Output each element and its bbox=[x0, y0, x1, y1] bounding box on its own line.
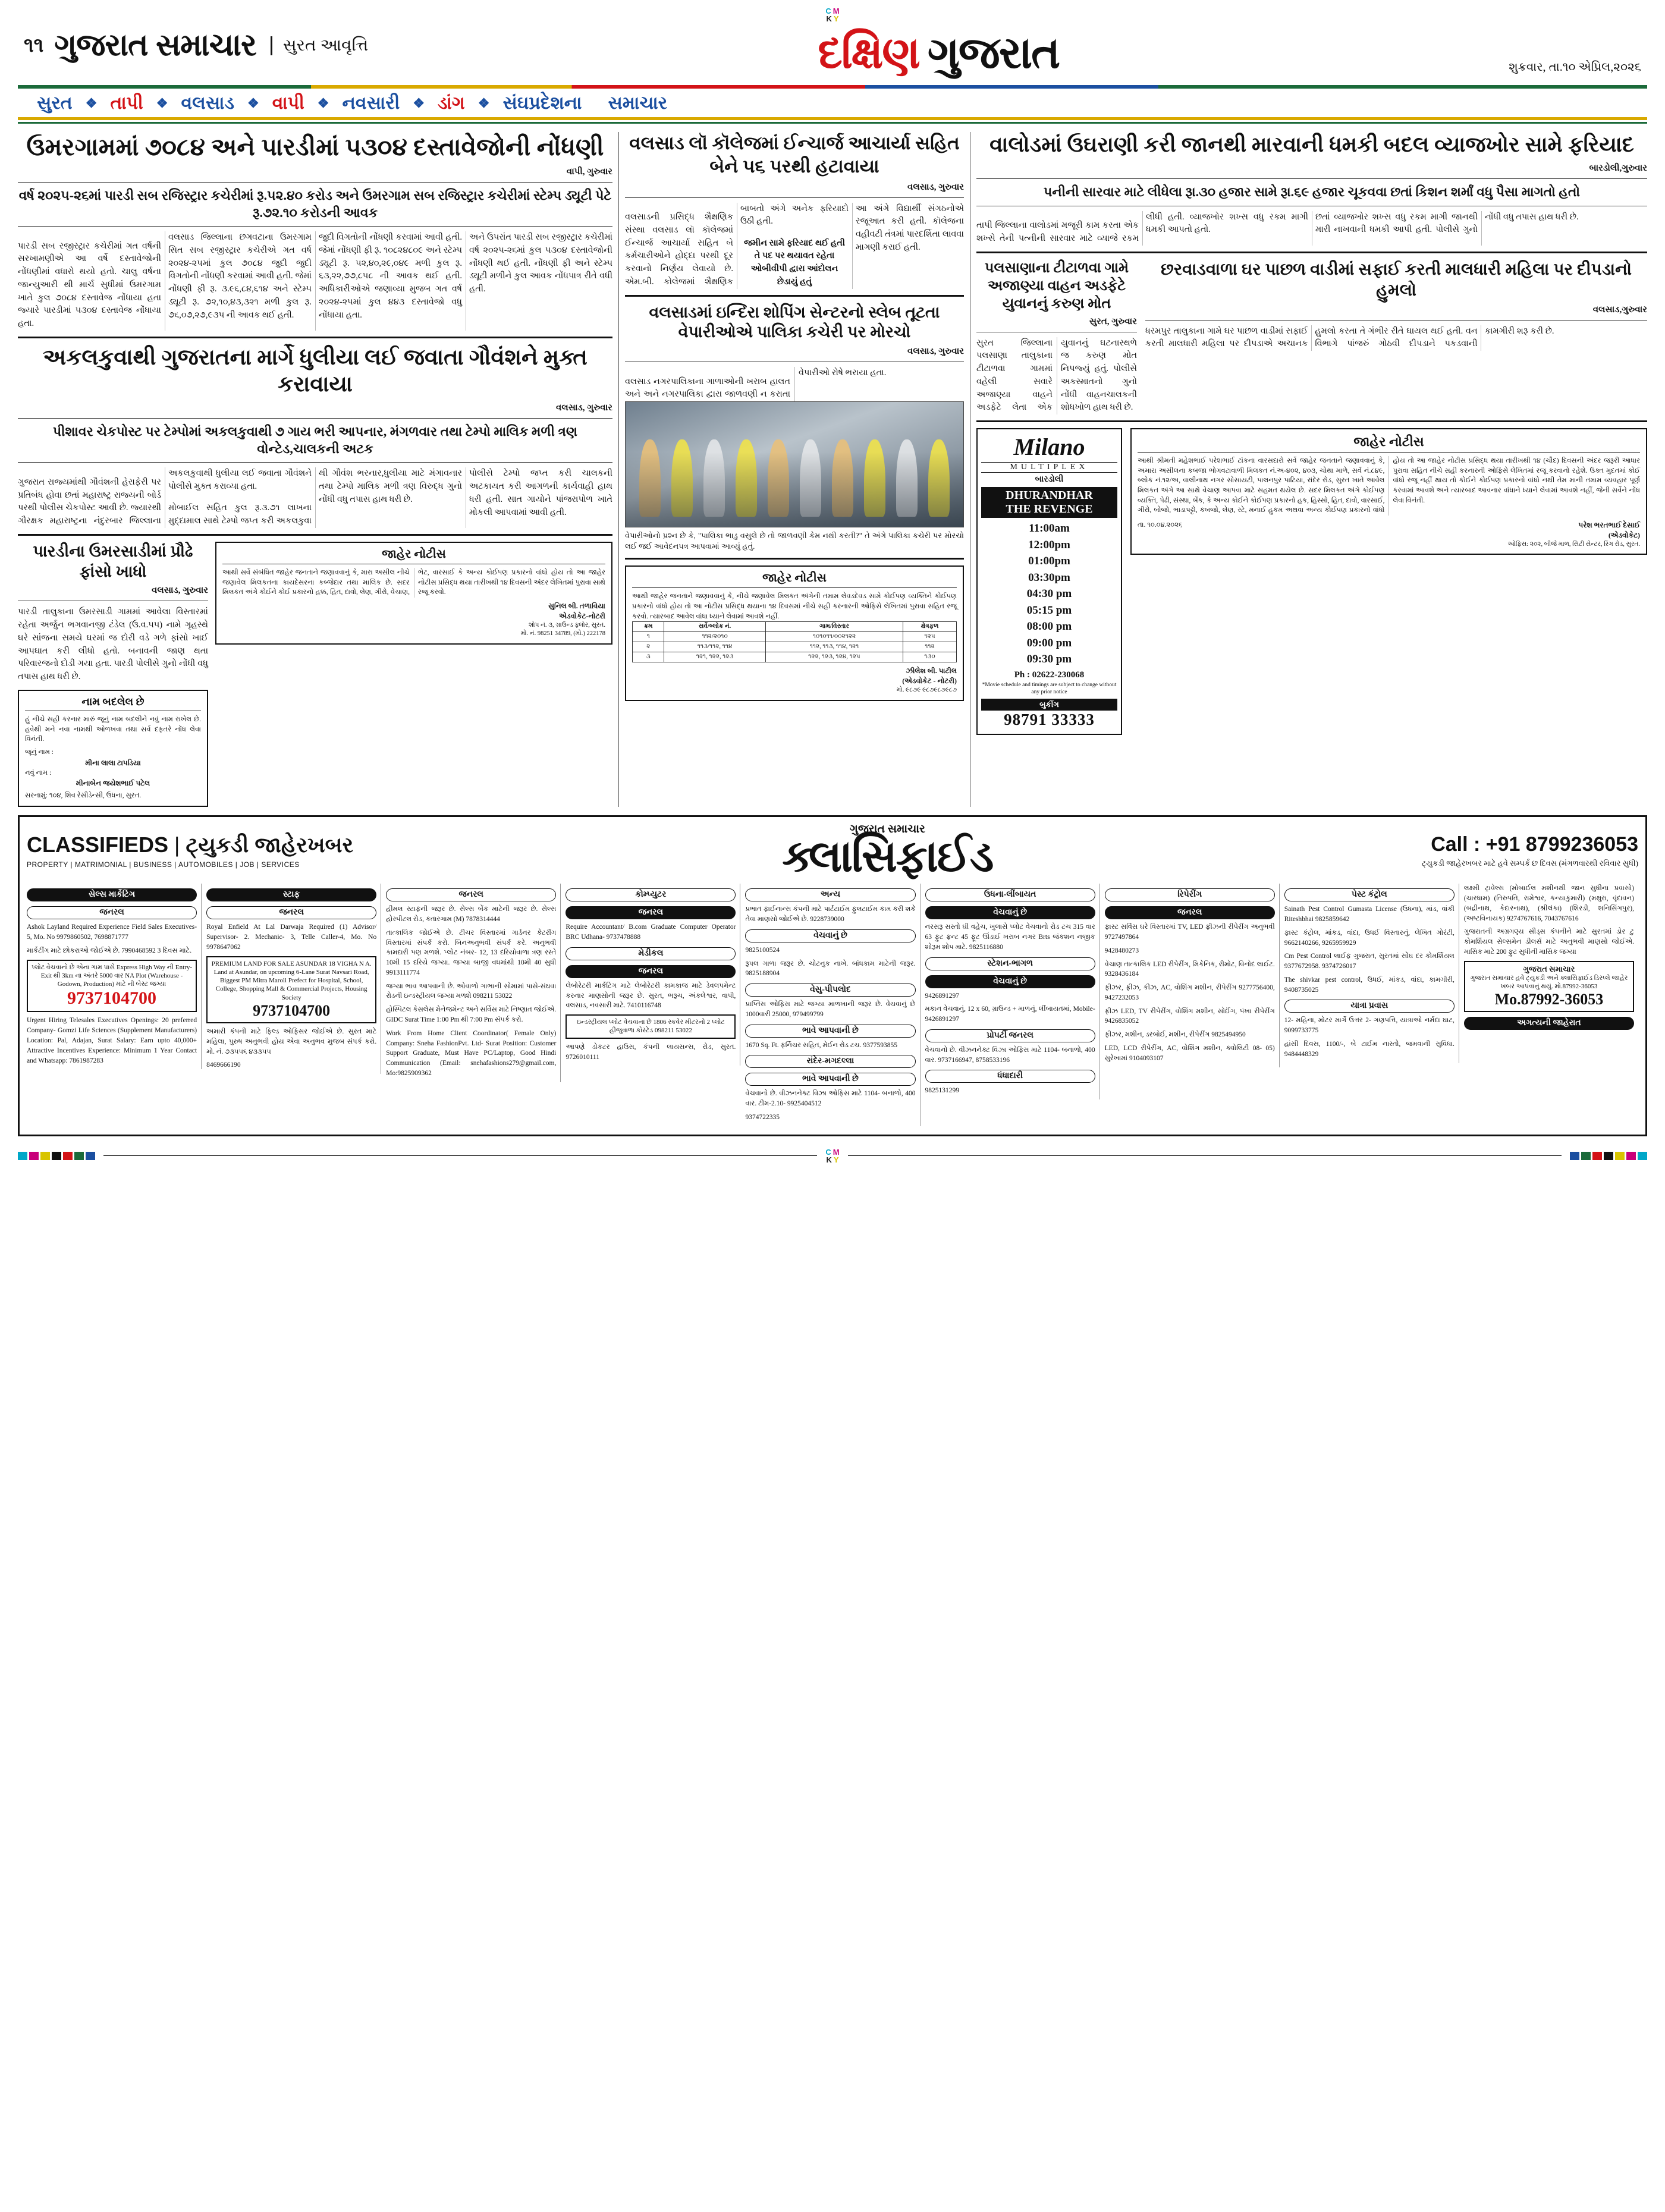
classifieds-section bbox=[18, 815, 1647, 1136]
notice-1-th-1: સર્વે/બ્લોક નં. bbox=[664, 622, 765, 632]
main-content bbox=[0, 124, 1665, 807]
date-line: શુક્રવાર, તા.૧૦ એપ્રિલ,૨૦૨૬ bbox=[1509, 61, 1641, 74]
notice-2-sign-role: એડવોકેટ-નોટરી bbox=[559, 611, 605, 620]
milano-booking-label: બુકીંગ bbox=[981, 699, 1117, 711]
divider bbox=[18, 418, 612, 419]
notice-1-table bbox=[632, 621, 957, 662]
classified-display-ad[interactable] bbox=[206, 956, 376, 1023]
classified-category: જનરલ bbox=[566, 906, 736, 919]
classifieds-word-gu: ટ્યુકડી જાહેરખબર bbox=[186, 832, 354, 857]
lead-body bbox=[18, 231, 612, 331]
story2-subhead: પીશાવર ચેકપોસ્ટ પર ટેમ્પોમાં અકલકુવાથી ૭ ગાય ભરી આપનાર, મંગળવાર તથા ટેમ્પો માલિક મળી ત્રણ વોન્ટેડ,ચાલકની અટક bbox=[52, 424, 578, 456]
cell: ૧૧૨, ૧૧૩, ૧૧૪, ૧૨૧ bbox=[765, 642, 903, 652]
list-item[interactable]: Cm Pest Control લાઈફ ગુજરાત, સુરતમાં સોંઘ દર કોમર્શિયલ 9377672958. 9374726017 bbox=[1284, 953, 1454, 970]
list-item[interactable]: 9825131299 bbox=[925, 1087, 960, 1095]
photo-caption: વેપારીઓનો પ્રશ્ન છે કે, "પાલિકા ભાડુ વસુલે છે તો જાળવણી કેમ નથી કરતી?" તે અંગે પાલિકા કચેરી પર મોરચો લઈ જઈ આવેદનપત્ર આપવામાં આવ્યું હતું. bbox=[625, 531, 964, 551]
classified-category: અન્ય bbox=[745, 888, 915, 901]
classifieds-grid bbox=[27, 884, 1638, 1126]
story3-byline: વલસાડ, ગુરુવાર bbox=[152, 586, 208, 596]
col2-story2-body-1: વલસાડ નગરપાલિકાના ગાળાઓની ખરાબ હાલત અને અને નગરપાલિકા દ્વારા જાળવણી ન કરાતા વેપારીઓ રોષે ભરાયા હતા. bbox=[625, 368, 887, 400]
nav-item-navsari[interactable]: નવસારી bbox=[342, 93, 400, 113]
name-change-address: સરનામું: ૧૦૪, શિવ રેસીડેન્સી, ઉધના, સુરત. bbox=[25, 792, 142, 800]
list-item[interactable]: ફાસ્ટ કંટ્રોલ, માંકડ, વાંદા, ઉધઈ વિસ્તારનું, લેખિત ગોરંટી, 9662140266, 9265959929 bbox=[1284, 929, 1454, 947]
col3-story1-headline: વાલોડમાં ઉઘરાણી કરી જાનથી મારવાની ધમકી બદલ વ્યાજખોર સામે ફરિયાદ bbox=[989, 133, 1634, 156]
list-item[interactable]: તાત્કાલિક જોઈએ છે. ટીચર વિસ્તારમાં ગાર્ડનર કેટરીંગ વિસ્તારમાં સંપર્ક કરો. બિનઅનુભવી સંપર્ક કરે. અનુભવી કામદારી પણ મળશે. પ્લોટ નંબર- 12, 13 દરિયોવાળા ત્રણ રસ્તે 10મી 15 દરિયે જગ્યા. જગ્યા બાજી વધમાંથી 10મી 40 સુધી 9913111774 bbox=[386, 929, 557, 976]
big-notice-title: જાહેર નોટીસ bbox=[1138, 434, 1640, 453]
footer-registration-bar bbox=[0, 1142, 1665, 1172]
list-item: પ્લોટ વેચવાનો છે એના ગામ પાસે Express High Way ની Entry-Exit થી 3km ના અંતરે 5000 વાર NA Plot (Warehouse - Godown, Production) માટે ની બેસ્ટ જગ્યા bbox=[32, 963, 192, 988]
classifieds-brand-big: ક્લાસિફાઈડ bbox=[782, 832, 993, 881]
name-change-new-name: મીનાબેન જયેશભાઈ પટેલ bbox=[76, 779, 150, 788]
classifieds-brand-small: ગુજરાત સમાચાર bbox=[850, 822, 925, 835]
divider bbox=[976, 178, 1647, 179]
list-item[interactable]: 12- મહિના, મોટર માર્ગે ઉત્તર 2- ગણપત્તિ, યાત્રાઓ નર્મદા ઘાટ, 9099733775 bbox=[1284, 1017, 1454, 1035]
milano-location: બારડોલી bbox=[1035, 475, 1064, 484]
classified-category: ભાવે આપવાની છે bbox=[745, 1073, 915, 1086]
news-photo bbox=[625, 401, 964, 527]
cell: ૧૨૧, ૧૨૨, ૧૨૩ bbox=[664, 652, 765, 662]
col2-story1-byline: વલસાડ, ગુરુવાર bbox=[907, 182, 964, 192]
list-item: ઇન્ડસ્ટ્રીયલ પ્લોટ વેચવાના છે 1806 સ્કવેર મીટરનો 2 પ્લોટ હીજુવાળા કોસ્ટેડ 098211 53022 bbox=[576, 1019, 725, 1035]
col3-story1-subhead: પનીની સારવાર માટે લીધેલા રૂા.૩૦ હજાર સામે રૂા.૬૯ હજાર ચૂકવવા છતાં કિશન શર્માં વધુ પૈસા માગતો હતો bbox=[1043, 184, 1580, 199]
classified-brand: ગુજરાત સમાચાર bbox=[1523, 964, 1575, 973]
list-item[interactable]: 9426891297 bbox=[925, 992, 960, 1000]
notice-2-sign-addr: શોપ નં. ૩, ગ્રાઉન્ડ ફ્લોર, સુરત. bbox=[528, 621, 605, 629]
col3-story3-byline: વલસાડ,ગુરુવાર bbox=[1592, 304, 1647, 315]
classified-category: જનરલ bbox=[1105, 906, 1275, 919]
classifieds-call-sub: ટ્યુકડી જાહેરખબર માટે હવે સમ્પર્ક છ દિવસ (મંગળવારથી રવિવાર સુધી) bbox=[1421, 858, 1638, 868]
classified-column bbox=[1105, 884, 1280, 1067]
column-left bbox=[18, 132, 612, 807]
big-notice-sign-role: (એડવોકેટ) bbox=[1608, 530, 1640, 539]
classified-category: વેસુ-પીપલોદ bbox=[745, 984, 915, 997]
list-item[interactable]: ગુજરાતની અગ્રગણ્ય સીડ્સ કંપનીને માટે સુરતમાં ડોર ટુ કોમર્શિયલ સેલ્સમેન ડીલર્સ માટે અનુભવી માણસો જોઈએ. માસિક માટે 200 ફુટ સુધીની માસિક જગ્યા bbox=[1463, 928, 1634, 956]
classifieds-contact bbox=[1422, 833, 1638, 868]
notice-box-1 bbox=[625, 565, 964, 700]
col3-story1-body bbox=[976, 211, 1647, 246]
col2-story1-body bbox=[625, 203, 964, 289]
list-item[interactable]: 9825100524 bbox=[745, 946, 780, 954]
col2-story1-body-1: વલસાડની પ્રસિદ્ધ શૈક્ષણિક સંસ્થા વલસાડ લૉ કૉલેજમાં ઈન્ચાર્જ આચાર્યા સહિત બે કર્મચારીઓને હોદ્દા પરથી દૂર કરવાનો નિર્ણય લેવાયો છે. એમ.બી. કોલેજમાં શૈક્ષણિક બાબતો અંગે અનેક ફરિયાદો ઉઠી હતી. bbox=[625, 203, 849, 287]
nav-separator: ❖ bbox=[247, 96, 259, 111]
section-title-red: દક્ષિણ bbox=[818, 28, 919, 77]
list-item[interactable]: અમારી કંપની માટે ફિલ્ડ ઓફિસર જોઈએ છે. સુરત માટે મહિલા, પુરુષ અનુભવી હોય એવા અનુભવ મુજબ સંપર્ક કરો. મો. નં. ૭૩૫૫૬ ૪૩૩૫૫ bbox=[206, 1028, 377, 1055]
classified-category: પ્રોપર્ટી જનરલ bbox=[925, 1029, 1095, 1042]
paper-name: ગુજરાત સમાચાર bbox=[54, 28, 256, 62]
classified-display-ad[interactable] bbox=[566, 1014, 736, 1039]
cell: ૧૨૫ bbox=[903, 632, 957, 642]
col2-story1-body-2: જમીન સામે ફરિયાદ થઈ હતી તે પદ પર થયાવત રહેતા ઓબીવીપી દ્વારા આંદોલન છેડાયું હતું bbox=[744, 238, 845, 287]
page-number: ૧૧ bbox=[24, 34, 44, 56]
list-item[interactable]: Require Accountant/ B.com Graduate Computer Operator BRC Udhana- 9737478888 bbox=[566, 923, 736, 941]
list-item[interactable]: પ્રભાત ફાઈનાન્સ કંપની માટે પાર્ટટાઈમ ફુલટાઈમ કામ કરી શકે તેવા માણસો જોઈએ છે. 9228739000 bbox=[745, 906, 916, 923]
notice-2-body: આથી સર્વે સંબંધિત જાહેર જનતાને જણાવવાનું કે, મારા અસીલ નીચે જણાવેલ મિલકતના કાયદેસરના કબ્જેદાર તથા માલિક છે. સદર મિલકત અંગે કોઈને કોઈ પ્રકારનો હક્ક, હિત, દાવો, લેણ, ગીરો, વેચાણ, ભેટ, વારસાઈ કે અન્ય કોઈપણ પ્રકારનો વાંધો હોય તો આ જાહેર નોટીસ પ્રસિદ્ધ થયા તારીખથી ૧૪ દિવસની અંદર લેખિતમાં પુરાવા સાથે રજૂ કરવો. bbox=[222, 568, 605, 596]
classified-column bbox=[745, 884, 920, 1126]
cell: ૨ bbox=[633, 642, 664, 652]
cell: ૧૩૦ bbox=[903, 652, 957, 662]
col3-story1-byline: બારડોલી,ગુરુવાર bbox=[1589, 163, 1647, 173]
name-change-new-label: નવું નામ : bbox=[25, 769, 52, 777]
list-item[interactable]: ફાસ્ટ સર્વિસ ઘરે વિસ્તારમાં TV, LED ફ્રીઝની રીપેરીંગ અનુભવી 9727497864 bbox=[1104, 923, 1275, 941]
divider bbox=[18, 534, 612, 536]
nav-separator: ❖ bbox=[156, 96, 168, 111]
list-item[interactable]: ફીઝર, ફ્રીઝ, કીઝ, AC, વોશિંગ મશીન, રીપેરીંગ 9277756400, 9427232053 bbox=[1104, 984, 1275, 1001]
nav-separator: ❖ bbox=[317, 96, 329, 111]
name-change-box bbox=[18, 690, 208, 807]
nav-item-valsad[interactable]: વલસાડ bbox=[181, 93, 234, 113]
classified-column bbox=[566, 884, 740, 1066]
classified-category: જનરલ bbox=[27, 906, 197, 919]
col2-story2-byline: વલસાડ, ગુરુવાર bbox=[907, 347, 964, 356]
cmyk-m: M bbox=[832, 7, 840, 15]
classified-phone[interactable]: 9737104700 bbox=[67, 988, 157, 1008]
notice-1-sign-role: (એડવોકેટ - નોટરી) bbox=[902, 677, 957, 686]
nav-item-tapi[interactable]: તાપી bbox=[110, 93, 143, 113]
classified-category: જનરલ bbox=[566, 965, 736, 978]
milano-brand: Milano bbox=[1013, 433, 1085, 460]
notice-1-sign-name: ઝીલેશ બી. પાટીલ bbox=[906, 667, 957, 675]
col3-story1-body-2: છતાં વ્યાજખોર શખ્સ વધુ રકમ માગી જાનથી મારી નાખવાની ધમકી આપી હતી. પોલીસે ગુનો નોંધી વધુ તપાસ હાથ ધરી છે. bbox=[1315, 212, 1579, 235]
divider bbox=[625, 295, 964, 297]
col3-story3-block bbox=[1145, 259, 1647, 415]
classified-column bbox=[1284, 884, 1459, 1063]
registration-mark bbox=[0, 0, 1665, 24]
milano-film-line2: THE REVENGE bbox=[1006, 502, 1093, 516]
classified-phone[interactable]: Mo.87992-36053 bbox=[1494, 991, 1604, 1008]
cmyk-c: C bbox=[825, 7, 831, 15]
divider bbox=[625, 558, 964, 560]
notice-1-th-3: ક્ષેત્રફળ bbox=[903, 622, 957, 632]
lead-subhead: વર્ષ ૨૦૨૫-૨૬માં પારડી સબ રજિસ્ટ્રાર કચેરીમાં રૂ.૫૨.૪૦ કરોડ અને ઉમરગામ સબ રજિસ્ટ્રાર કચેરીમાં સ્ટેમ્પ ડ્યૂટી પેટે રૂ.૭૨.૧૦ કરોડની આવક bbox=[18, 188, 612, 220]
nav-item-surat[interactable]: સુરત bbox=[37, 93, 73, 113]
table-row bbox=[633, 642, 957, 652]
showtime[interactable]: 05:15 pm bbox=[1026, 604, 1072, 617]
classifieds-brand bbox=[782, 822, 993, 881]
classified-display-ad[interactable] bbox=[27, 960, 197, 1013]
list-item: PREMIUM LAND FOR SALE ASUNDAR 18 VIGHA N A. Land at Asundar, on upcoming 6-Lane Surat Navsari Road, Biggest PM Mitra Maroli Prefect for Hospital, School, College, Shopping Mall & Commercial Projects, Housing Society bbox=[211, 960, 372, 1001]
color-swatches-right bbox=[1570, 1152, 1647, 1160]
milano-film-line1: DHURANDHAR bbox=[1006, 489, 1093, 502]
list-item[interactable]: Work From Home Client Coordinator( Female Only) Company: Sneha FashionPvt. Ltd- Surat Position: Customer Support Graduate, Must Have PC/Laptop, Good Hindi Communication (Email: snehafashions279@gmail.com, Mo:9825909362 bbox=[386, 1029, 557, 1077]
showtime[interactable]: 08:00 pm bbox=[1026, 620, 1072, 633]
list-item[interactable]: વેચાણ તાત્કાલિક LED રીપેરીંગ, મિકેનિક, રીમોટ, વિનોદ લાઈટ. 9328436184 bbox=[1104, 960, 1275, 978]
classified-category: પેસ્ટ કંટ્રોલ bbox=[1284, 888, 1454, 901]
story3-body: પારડી તાલુકાના ઉમરસાડી ગામમાં આવેલા વિસ્તારમાં રહેતા અર્જુન ભગવાનજી ટંડેલ (ઉ.વ.૫૫) નામે ગૃહસ્થે ઘરે સાંજના સમયે ઘરમાં જ દોરી વડે ગળે ફાંસો ખાઈ આપઘાત કરી લીધો હતો. બનાવની જાણ થતા પરિવારજનો દોડી ગયા હતા. પારડી પોલીસે ગુનો નોંધી વધુ તપાસ હાથ ધરી છે. bbox=[18, 607, 208, 682]
list-item[interactable]: આપણે ડોકટર હાઉસ, કંપની લાયસન્સ, રોડ, સુરત. 9726010111 bbox=[566, 1043, 736, 1061]
big-notice-sign-name: પરેશ ભરતભાઈ દેસાઈ bbox=[1578, 521, 1640, 530]
list-item[interactable]: The shivkar pest control, ઉધઈ, માંકડ, વાંદા, કામગીરી, 9408735025 bbox=[1284, 976, 1454, 994]
list-item[interactable]: મકાન વેચવાનું, 12 x 60, ગ્રાઉન્ડ + માળનું, લીંબાયતમાં, Mobile- 9426891297 bbox=[925, 1006, 1095, 1023]
col2-story2-headline: વલસાડમાં ઇન્દિરા શોપિંગ સેન્ટરનો સ્લેબ તૂટતા વેપારીઓએ પાલિકા કચેરી પર મોરચો bbox=[649, 303, 940, 341]
name-change-old-name: મીના લાલા ટાપડિયા bbox=[85, 758, 141, 767]
milano-phone[interactable]: Ph : 02622-230068 bbox=[1014, 670, 1085, 680]
classified-category: વેચવાનું છે bbox=[745, 929, 915, 942]
column-right bbox=[976, 132, 1647, 807]
nav-item-vapi[interactable]: વાપી bbox=[272, 93, 304, 113]
classified-column bbox=[206, 884, 381, 1074]
list-item[interactable]: લક્ષ્મી ટ્રાવેલ્સ (મોબાઈલ મશીનથી જાન સુધીના પ્રવાસો) (ચારધામ) (તિરુપતિ, રામેશ્વર, કન્યાકુમારી) (મથુરા, વૃંદાવન) (બદ્રીનાથ, કેદારનાથ), (શ્રીલંકા) (શિરડી, શનિસિંગપુર), (અષ્ટવિનાયક) 9274767616, 7043767616 bbox=[1463, 885, 1634, 922]
divider bbox=[1145, 320, 1647, 321]
list-item[interactable]: માર્કેટીંગ માટે છોકરાઓ જોઈએ છે. 7990468592 3 દિવસ માટે. bbox=[27, 947, 192, 954]
divider bbox=[976, 420, 1647, 422]
column-middle bbox=[625, 132, 964, 807]
story2-body-3: પોલીસે ટેમ્પો જપ્ત કરી ચાલકની અટકાયત કરી આગળની કાર્યવાહી હાથ ધરી હતી. સાત ગાયોને પાંજરાપોળ ખાતે મોકલી આપવામાં આવી હતી. bbox=[469, 469, 612, 517]
list-item[interactable]: 9374722335 bbox=[745, 1114, 780, 1121]
nav-item-news[interactable]: સમાચાર bbox=[608, 93, 668, 113]
name-change-old-label: જૂનું નામ : bbox=[25, 748, 54, 756]
story2-headline: અકલકુવાથી ગુજરાતના માર્ગે ધુલીયા લઈ જવાતા ગૌવંશને મુક્ત કરાવાયા bbox=[43, 345, 588, 397]
classifieds-word: CLASSIFIEDS bbox=[27, 832, 169, 857]
classified-category: રાંદેર-મગદલ્લા bbox=[745, 1055, 915, 1068]
classified-category: ઉધના-લીંબાયત bbox=[925, 888, 1095, 901]
showtime[interactable]: 04:30 pm bbox=[1026, 587, 1072, 601]
notice-1-th-2: ગામ/વિસ્તાર bbox=[765, 622, 903, 632]
column-divider bbox=[618, 132, 619, 807]
col2-story1-headline: વલસાડ લૉ કૉલેજમાં ઈન્ચાર્જ આચાર્યા સહિત બેને ૫૬ પરથી હટાવાયા bbox=[629, 133, 960, 177]
lead-body-1: વલસાડ જિલ્લાના છગવટાના ઉમરગામ સિત સબ રજીસ્ટ્રાર કચેરીએ ગત વર્ષ ૨૦૨૪-૨૫માં કુલ ૭૦૮૪ જુદી જુદી વિગતોની નોંધણી કરવામાં આવી હતી. જેમાં નોંધણી ફી રૂ. ૩.૯૬,૮૪,૬૧૪ અને સ્ટેમ્પ ડ્યૂટી રૂ. ૭૨,૧૦,૪૩,૩૨૧ મળી કુલ રૂ. ૭૬,૦૭,૨૭,૯૩૫ ની આવક થઈ હતી. bbox=[168, 232, 312, 320]
classified-category: સ્ટેશન-ભાગળ bbox=[925, 957, 1095, 970]
notice-2-title: જાહેર નોટીસ bbox=[222, 548, 605, 564]
name-change-title: નામ બદલેલ છે bbox=[25, 696, 201, 711]
nav-item-dang[interactable]: ડાંગ bbox=[438, 93, 465, 113]
classified-category: સ્ટાફ bbox=[206, 888, 376, 901]
list-item[interactable]: LED, LCD રીપેરીંગ, AC, વોશિંગ મશીન, ક્વોલિટી 08- 05) સુરેખામાં 9104093107 bbox=[1104, 1045, 1275, 1062]
story2-body-1: ગુજરાત રાજ્યમાંથી ગૌવંશની હેરાફેરી પર પ્રતિબંધ હોવા છતાં મહારાષ્ટ્ર રાજ્યની બોર્ડ પરથી પોલીસ ચેકપોસ્ટ આવી છે. જ્યારથી ગૌરક્ષક મહારાષ્ટ્રના નંદુરબાર જિલ્લાના અકલકુવાથી ધુલીયા લઈ જવાતા ગૌવંશને પોલીસે મુક્ત કરાવ્યા હતા. bbox=[18, 469, 312, 526]
footer-rule bbox=[103, 1155, 817, 1156]
col3-story2-byline: સુરત, ગુરુવાર bbox=[1089, 316, 1137, 326]
divider bbox=[18, 337, 612, 338]
classified-column bbox=[1464, 884, 1638, 1033]
list-item[interactable]: નરસરૂ સસ્તો ઘી વહેચ, ખુલાસે પ્લોટ વેચવાનો રોડ ટચ 315 વાર 63 ફુટ ફ્રન્ટ 45 ફૂટ ઊંડાઈ ખરાબ નગર Brts જંકશન નજીક શોરૂમ શોપ માટે. 9825116880 bbox=[925, 923, 1095, 951]
lead-body-2: જુદી વિગતોની નોંધણી કરવામાં આવી હતી. જેમાં નોંધણી ફી રૂ. ૧૦૮૨૪૮૦૯ અને સ્ટેમ્પ ડ્યૂટી રૂ. ૫૨,૪૦,૨૯,૦૪૯ મળી કુલ રૂ. ૬૩,૨૨,૭૭,૮૫૮ ની આવક થઈ હતી. અધિકારીઓએ જણાવ્યા મુજબ ગત વર્ષ ૨૦૨૪-૨૫માં કુલ ૪૪૩ દસ્તાવેજો વધુ નોંધાયા હતા. bbox=[319, 232, 462, 320]
col3-story2-headline: પલસાણાના ટીટાળવા ગામે અજાણ્યા વાહન અડફેટે યુવાનનું કરુણ મોત bbox=[984, 260, 1129, 312]
story2-body-2: મોબાઈલ સહિત કુલ રૂ.૩.૭૧ લાખના મુદ્દામાલ સાથે ટેમ્પો જપ્ત કરી અકલકુવા થી ગૌવંશ ભરનાર,ધુલીયા માટે મંગાવનાર તથા ટેમ્પો માલિક મળી ત્રણ વિરુદ્ધ ગુનો નોંધી વધુ તપાસ હાથ ધરી છે. bbox=[168, 469, 462, 526]
list-item[interactable]: હાંસી દિવસ, 1100/-, બે ટાઈમ નાસ્તો, જમવાની સુવિધા. 9484448329 bbox=[1284, 1041, 1454, 1058]
notice-box-2-block bbox=[215, 542, 612, 807]
milano-ad-block bbox=[976, 428, 1122, 735]
classified-category: ભાવે આપવાની છે bbox=[745, 1025, 915, 1038]
divider bbox=[18, 182, 612, 183]
divider bbox=[18, 226, 612, 227]
footer-registration-mark: C M K Y bbox=[825, 1147, 840, 1164]
list-item[interactable]: હીમલ સ્ટાફની જરૂર છે. સેલ્સ બેંક માટેની જરૂર છે. સેલ્સ હોસ્પીટલ રોડ, કતારગામ (M) 7878314444 bbox=[386, 906, 557, 923]
nav-separator: ❖ bbox=[477, 96, 490, 111]
list-item[interactable]: વેચવાનો છે. વીઝનનેક્ટ વિઝા ઓફિસ માટે 1104- બનાળો, 400 વાર. 9737166947, 8758533196 bbox=[925, 1046, 1095, 1064]
list-item[interactable]: જગ્યા ભાવ આપવાની છે. ઓવાળો ગાભાની સોમામાં પાસે-સંઘવા રોડની ઇન્ડસ્ટ્રીયલ જગ્યા મળશે 098211 53022 bbox=[386, 982, 557, 1000]
divider bbox=[625, 197, 964, 198]
classifieds-call-number[interactable]: Call : +91 8799236053 bbox=[1431, 832, 1638, 856]
story3-block bbox=[18, 542, 208, 807]
notice-1-body: આથી જાહેર જનતાને જણાવવાનું કે, નીચે જણાવેલ મિલકત અંગેની તમામ લેવડદેવડ સામે કોઈપણ વ્યક્તિને કોઈપણ પ્રકારનો વાંધો હોય તો આ નોટીસ પ્રસિદ્ધ થયાના ૧૪ દિવસમાં નીચે સહી કરનારની ઓફિસે લેખિતમાં પુરાવા સહિત રજૂ કરવો. ત્યારબાદ આવેલ વાંધા ધ્યાને લેવામાં આવશે નહીં. bbox=[632, 593, 957, 620]
list-item: ગુજરાત સમાચાર હવે ટ્યુકડી અને ક્લાસિફાઈડ ડિસ્પ્લે જાહેર ખબર આપવાનું થયું. મો.87992-36053 bbox=[1470, 974, 1628, 990]
list-item[interactable]: Sainath Pest Control Gumasta License (ઉધના), માંડ, વાંકી Riteshbhai 9825859642 bbox=[1284, 906, 1454, 923]
showtime[interactable]: 12:00pm bbox=[1028, 538, 1070, 551]
lead-body-3: અને ઉપરાંત પારડી સબ રજીસ્ટ્રાર કચેરીમાં વર્ષ ૨૦૨૫-૨૬માં કુલ ૫૩૦૪ દસ્તાવેજોની નોંધણી થઈ હતી. નોંધણી ફી અને સ્ટેમ્પ ડ્યૂટી મળીને કુલ આવક નોંધપાત્ર રીતે વધી હતી. bbox=[469, 232, 612, 294]
classified-display-ad[interactable] bbox=[1464, 961, 1634, 1013]
classifieds-left-header: CLASSIFIEDS | ટ્યુકડી જાહેરખબર PROPERTY | MATRIMONIAL | BUSINESS | AUTOMOBILES | JOB | SERVICES bbox=[27, 832, 354, 869]
classified-category: રિપેરીંગ bbox=[1105, 888, 1275, 901]
lead-intro: પારડી સબ રજીસ્ટ્રાર કચેરીમાં ગત વર્ષની સરખામણીએ આ વર્ષે દસ્તાવેજોની નોંધણીમાં વધારો થયો હતો. ચાલુ વર્ષના જાન્યુઆરી થી માર્ચ સુધીમાં ઉમરગામ ખાતે કુલ ૭૦૮૪ દસ્તાવેજ નોંધાયા હતા જ્યારે પારડીમાં ૫૩૦૪ દસ્તાવેજ નોંધાયા હતા. bbox=[18, 241, 161, 329]
color-swatches-left bbox=[18, 1152, 95, 1160]
section-nav bbox=[0, 89, 1665, 117]
notice-box-2 bbox=[215, 542, 612, 645]
big-notice-sign-addr: ઓફિસ: ૨૦૨, બીજે માળ, સિટી સેન્ટર, રિંગ રોડ, સુરત. bbox=[1507, 541, 1640, 548]
divider bbox=[18, 462, 612, 463]
list-item[interactable]: ફ્રીઝ LED, TV રીપેરીંગ, વોશિંગ મશીન, સોઈંગ, પંખા રીપેરીંગ 9426835052 bbox=[1104, 1007, 1275, 1025]
milano-multiplex-ad[interactable] bbox=[976, 428, 1122, 735]
milano-booking-number[interactable]: 98791 33333 bbox=[1004, 710, 1095, 728]
classified-category: જનરલ bbox=[206, 906, 376, 919]
story3-headline: પારડીના ઉમરસાડીમાં પ્રૌઢે ફાંસો ખાધો bbox=[33, 542, 193, 580]
list-item[interactable]: 8469666190 bbox=[206, 1061, 241, 1069]
showtime[interactable]: 11:00am bbox=[1029, 522, 1070, 535]
list-item[interactable]: Royal Enfield At Lal Darwaja Required (1) Advisor/ Supervisor- 2. Mechanic- 3, Telle Caller-4, Mo. No 9978647062 bbox=[206, 923, 377, 951]
notice-2-sign-contact: મો. નં. 98251 34789, (મો.) 222178 bbox=[520, 630, 605, 637]
classified-category: કોમ્પ્યુટર bbox=[566, 888, 736, 901]
classified-category: યાત્રા પ્રવાસ bbox=[1284, 1000, 1454, 1013]
cmyk-y: Y bbox=[833, 14, 839, 23]
cell: ૧૦૧૦૧૧/૦૦૨૧૨૨ bbox=[765, 632, 903, 642]
showtime[interactable]: 03:30pm bbox=[1028, 571, 1070, 584]
list-item[interactable]: 9428480273 bbox=[1104, 947, 1139, 954]
lead-headline: ઉમરગામમાં ૭૦૮૪ અને પારડીમાં ૫૩૦૪ દસ્તાવેજોની નોંધણી bbox=[26, 133, 604, 161]
notice-1-title: જાહેર નોટીસ bbox=[632, 571, 957, 588]
story2-body bbox=[18, 467, 612, 528]
col3-story1-body-1: તાપી જિલ્લાના વાલોડમાં મજૂરી કામ કરતા એક શખ્સે તેની પત્નીની સારવાર માટે વ્યાજે રકમ લીધી હતી. વ્યાજખોર શખ્સ વધુ રકમ માગી ધમકી આપતો હતો. bbox=[976, 212, 1308, 243]
big-notice-date: તા. ૧૦.૦૪.૨૦૨૬ bbox=[1138, 521, 1183, 529]
list-item[interactable]: હોસ્પિટલ કેસલેસ મેનેજમેન્ટ અને સર્વિસ માટે નિષ્ણાત જોઈએ. GIDC Surat Time 1:00 Pm થી 7:00 Pm સંપર્ક કરો. bbox=[386, 1006, 557, 1024]
nav-separator: ❖ bbox=[85, 96, 98, 111]
big-public-notice bbox=[1130, 428, 1647, 555]
name-change-body: હું નીચે સહી કરનાર મારું જૂનું નામ બદલીને નવું નામ રાખેલ છે. હવેથી મને નવા નામથી ઓળખવા તથા સર્વ દફતરે નોંધ લેવા વિનંતી. bbox=[25, 715, 201, 743]
divider bbox=[976, 252, 1647, 253]
milano-disclaimer: *Movie schedule and timings are subject to change without any prior notice bbox=[982, 681, 1117, 695]
footer-rule bbox=[848, 1155, 1562, 1156]
milano-film-title bbox=[981, 487, 1117, 518]
story2-byline: વલસાડ, ગુરુવાર bbox=[556, 403, 612, 413]
classifieds-tags: PROPERTY | MATRIMONIAL | BUSINESS | AUTOMOBILES | JOB | SERVICES bbox=[27, 860, 300, 869]
notice-1-th-0: ક્રમ bbox=[633, 622, 664, 632]
col3-story3-body: ધરમપુર તાલુકાના ગામે ઘર પાછળ વાડીમાં સફાઈ કરતી માલધારી મહિલા પર દીપડાએ અચાનક હુમલો કરતા તે ગંભીર રીતે ઘાયલ થઈ હતી. વન વિભાગે પાંજરું ગોઠવી દીપડાને પકડવાની કામગીરી શરૂ કરી છે. bbox=[1145, 326, 1554, 349]
classified-category: ધંધાદારી bbox=[925, 1070, 1095, 1083]
col2-story1-body-3: આ અંગે વિદ્યાર્થી સંગઠનોએ રજૂઆત કરી હતી. કૉલેજના વહીવટી તંત્રમાં પારદર્શિતા લાવવા માગણી કરાઈ હતી. bbox=[856, 203, 964, 252]
notice-1-sign-contact: મો. ૯૮૭૯ ૯૮૭૯૮૭૯૮૭ bbox=[896, 686, 957, 693]
cell: ૧૧૩/૧૧૨, ૧૧૪ bbox=[664, 642, 765, 652]
list-item[interactable]: લેબોરેટરી માર્કેટિંગ માટે લેબોરેટરી કામકાજ માટે ડેવલપમેન્ટ કરનાર માણસોની જરૂર છે. સુરત, ભરૂચ, અંકલેશ્વર, વાપી, વલસાડ, નવસારી માટે. 7410116748 bbox=[566, 982, 736, 1010]
showtime[interactable]: 09:00 pm bbox=[1026, 636, 1072, 649]
nav-item-union-territory[interactable]: સંઘપ્રદેશના bbox=[502, 93, 582, 113]
classified-category: જનરલ bbox=[386, 888, 556, 901]
cell: ૧ bbox=[633, 632, 664, 642]
cmyk-k: K bbox=[826, 14, 832, 23]
classified-category: સેલ્સ માર્કેટિંગ bbox=[27, 888, 197, 901]
table-row bbox=[633, 652, 957, 662]
big-notice-block bbox=[1130, 428, 1647, 555]
list-item[interactable]: Ashok Layland Required Experience Field Sales Executives- 5, Mo. No 9979860502, 7698871777 bbox=[27, 923, 197, 941]
cell: ૧૧૨ bbox=[903, 642, 957, 652]
classified-column bbox=[925, 884, 1100, 1099]
col3-story2-block bbox=[976, 259, 1137, 415]
list-item[interactable]: વેચવાનો છે. વીઝનનેક્ટ વિઝા ઓફિસ માટે 1104- બનાળો, 400 વાર. ટીમ-2.10- 9925404512 bbox=[745, 1090, 916, 1108]
classified-phone[interactable]: 9737104700 bbox=[253, 1002, 331, 1020]
list-item[interactable]: રૂપલ ગાળા જરૂર છે. ચોટનુક નાખે. બાંધકામ માટેની જરૂર. 9825188904 bbox=[745, 960, 916, 978]
cell: ૧૨૨, ૧૨૩, ૧૨૪, ૧૨૫ bbox=[765, 652, 903, 662]
milano-subbrand: MULTIPLEX bbox=[981, 462, 1117, 473]
list-item[interactable]: Urgent Hiring Telesales Executives Openings: 20 preferred Company- Gomzi Life Sciences (Supplement Manufacturers) Location: Pal, Adajan, Surat Salary: Earn upto 40,000+ Attractive Incentives Experience: Minimum 1 Year Contact and Whatsapp: 7861987283 bbox=[27, 1017, 197, 1064]
table-row bbox=[633, 632, 957, 642]
cell: ૩ bbox=[633, 652, 664, 662]
list-item[interactable]: ફીઝર, મશીન, ડરબોઈ, મશીન, રીપેરીંગ 9825494950 bbox=[1104, 1031, 1246, 1039]
col3-story3-headline: છરવાડવાળા ઘર પાછળ વાડીમાં સફાઈ કરતી માલધારી મહિલા પર દીપડાનો હુમલો bbox=[1161, 260, 1632, 300]
classified-category: વેચવાનું છે bbox=[925, 975, 1095, 988]
col3-story2-body: સુરત જિલ્લાના પલસાણા તાલુકાના ટીટાળવા ગામમાં વહેલી સવારે અજાણ્યા વાહને અડફેટે લેતા એક યુવાનનું ઘટનાસ્થળે જ કરુણ મોત નિપજ્યું હતું. પોલીસે અકસ્માતનો ગુનો નોંધી વાહનચાલકની શોધખોળ હાથ ધરી છે. bbox=[976, 338, 1137, 413]
notice-2-sign-name: સુનિલ બી. તળાવિયા bbox=[548, 601, 605, 610]
showtime[interactable]: 01:00pm bbox=[1028, 555, 1070, 568]
classified-category: મેડીકલ bbox=[566, 947, 736, 960]
yellow-rule bbox=[18, 117, 1647, 120]
list-item[interactable]: પ્રાપ્તિસ ઓફિસ માટે જગ્યા માળખાની જરૂર છે. વેચવાનું છે 1000વારી 25000, 979499799 bbox=[745, 1001, 916, 1018]
classified-column bbox=[27, 884, 202, 1069]
masthead bbox=[0, 24, 1665, 79]
classified-category: અગત્યની જાહેરાત bbox=[1464, 1017, 1634, 1030]
section-title-black: ગુજરાત bbox=[927, 28, 1060, 77]
big-notice-body: આથી શ્રીમતી મહેશભાઈ પરેશભાઈ ટાંકના વારસદારો સર્વે જાહેર જનતાને જણાવવાનું કે, અમારા અસીલના કબજા ભોગવટાવાળી મિલકત નં.અ-૪૦૨, ૪૦૩, ચોથા માળે, સર્વે નં.૮૪૯, બ્લોક નં.૧૨/અ, વાલીનાથ નગર સોસાયટી, પાલનપુર પાટિયા, રાંદેર રોડ, સુરત ખાતે આવેલ મિલકત અંગે આ સાથે વેચાણ આપવા માટે સહમત થયેલ છે. સદર મિલકત અંગે કોઈપણ વ્યક્તિ, પેઢી, સંસ્થા, બેંક, કે અન્ય કોઈને કોઈપણ પ્રકારનો હક, હિસ્સો, હિત, દાવો, વારસાઈ, ગીરો, બોજો, ભાડાપટ્ટો, કબજો, લેણ, સ્ટે, મનાઈ હુકમ અથવા અન્ય કોઈપણ પ્રકારનો વાંધો હોય તો આ જાહેર નોટીસ પ્રસિદ્ધ થયા તારીખથી ૧૪ (ચૌદ) દિવસની અંદર જરૂરી આધાર પુરાવા સહિત નીચે સહી કરનારની ઓફિસે લેખિતમાં રજૂ કરવાનો રહેશે. ઉક્ત મુદતમાં કોઈ વાંધો રજૂ નહીં થાય તો કોઈને કોઈપણ પ્રકારનો વાંધો નથી તેમ માની તમામ વ્યવહાર પૂર્ણ કરવામાં આવશે અને ત્યારબાદ આવનાર વાંધાને ધ્યાને લેવામાં આવશે નહીં, જેની સર્વેને નોંધ લેવા વિનંતી. bbox=[1138, 457, 1640, 514]
nav-separator: ❖ bbox=[413, 96, 425, 111]
list-item[interactable]: 1670 Sq. Ft. ફર્નિચર સહિત, મેઈન રોડ ટચ. 9377593855 bbox=[745, 1041, 898, 1049]
edition-label: સુરત આવૃત્તિ bbox=[271, 36, 369, 55]
lead-byline: વાપી, ગુરુવાર bbox=[566, 167, 612, 177]
showtime[interactable]: 09:30 pm bbox=[1026, 653, 1072, 666]
classified-category: વેચવાનું છે bbox=[925, 906, 1095, 919]
classified-column bbox=[386, 884, 561, 1082]
cell: ૧૧૨/૨૦૧૦ bbox=[664, 632, 765, 642]
